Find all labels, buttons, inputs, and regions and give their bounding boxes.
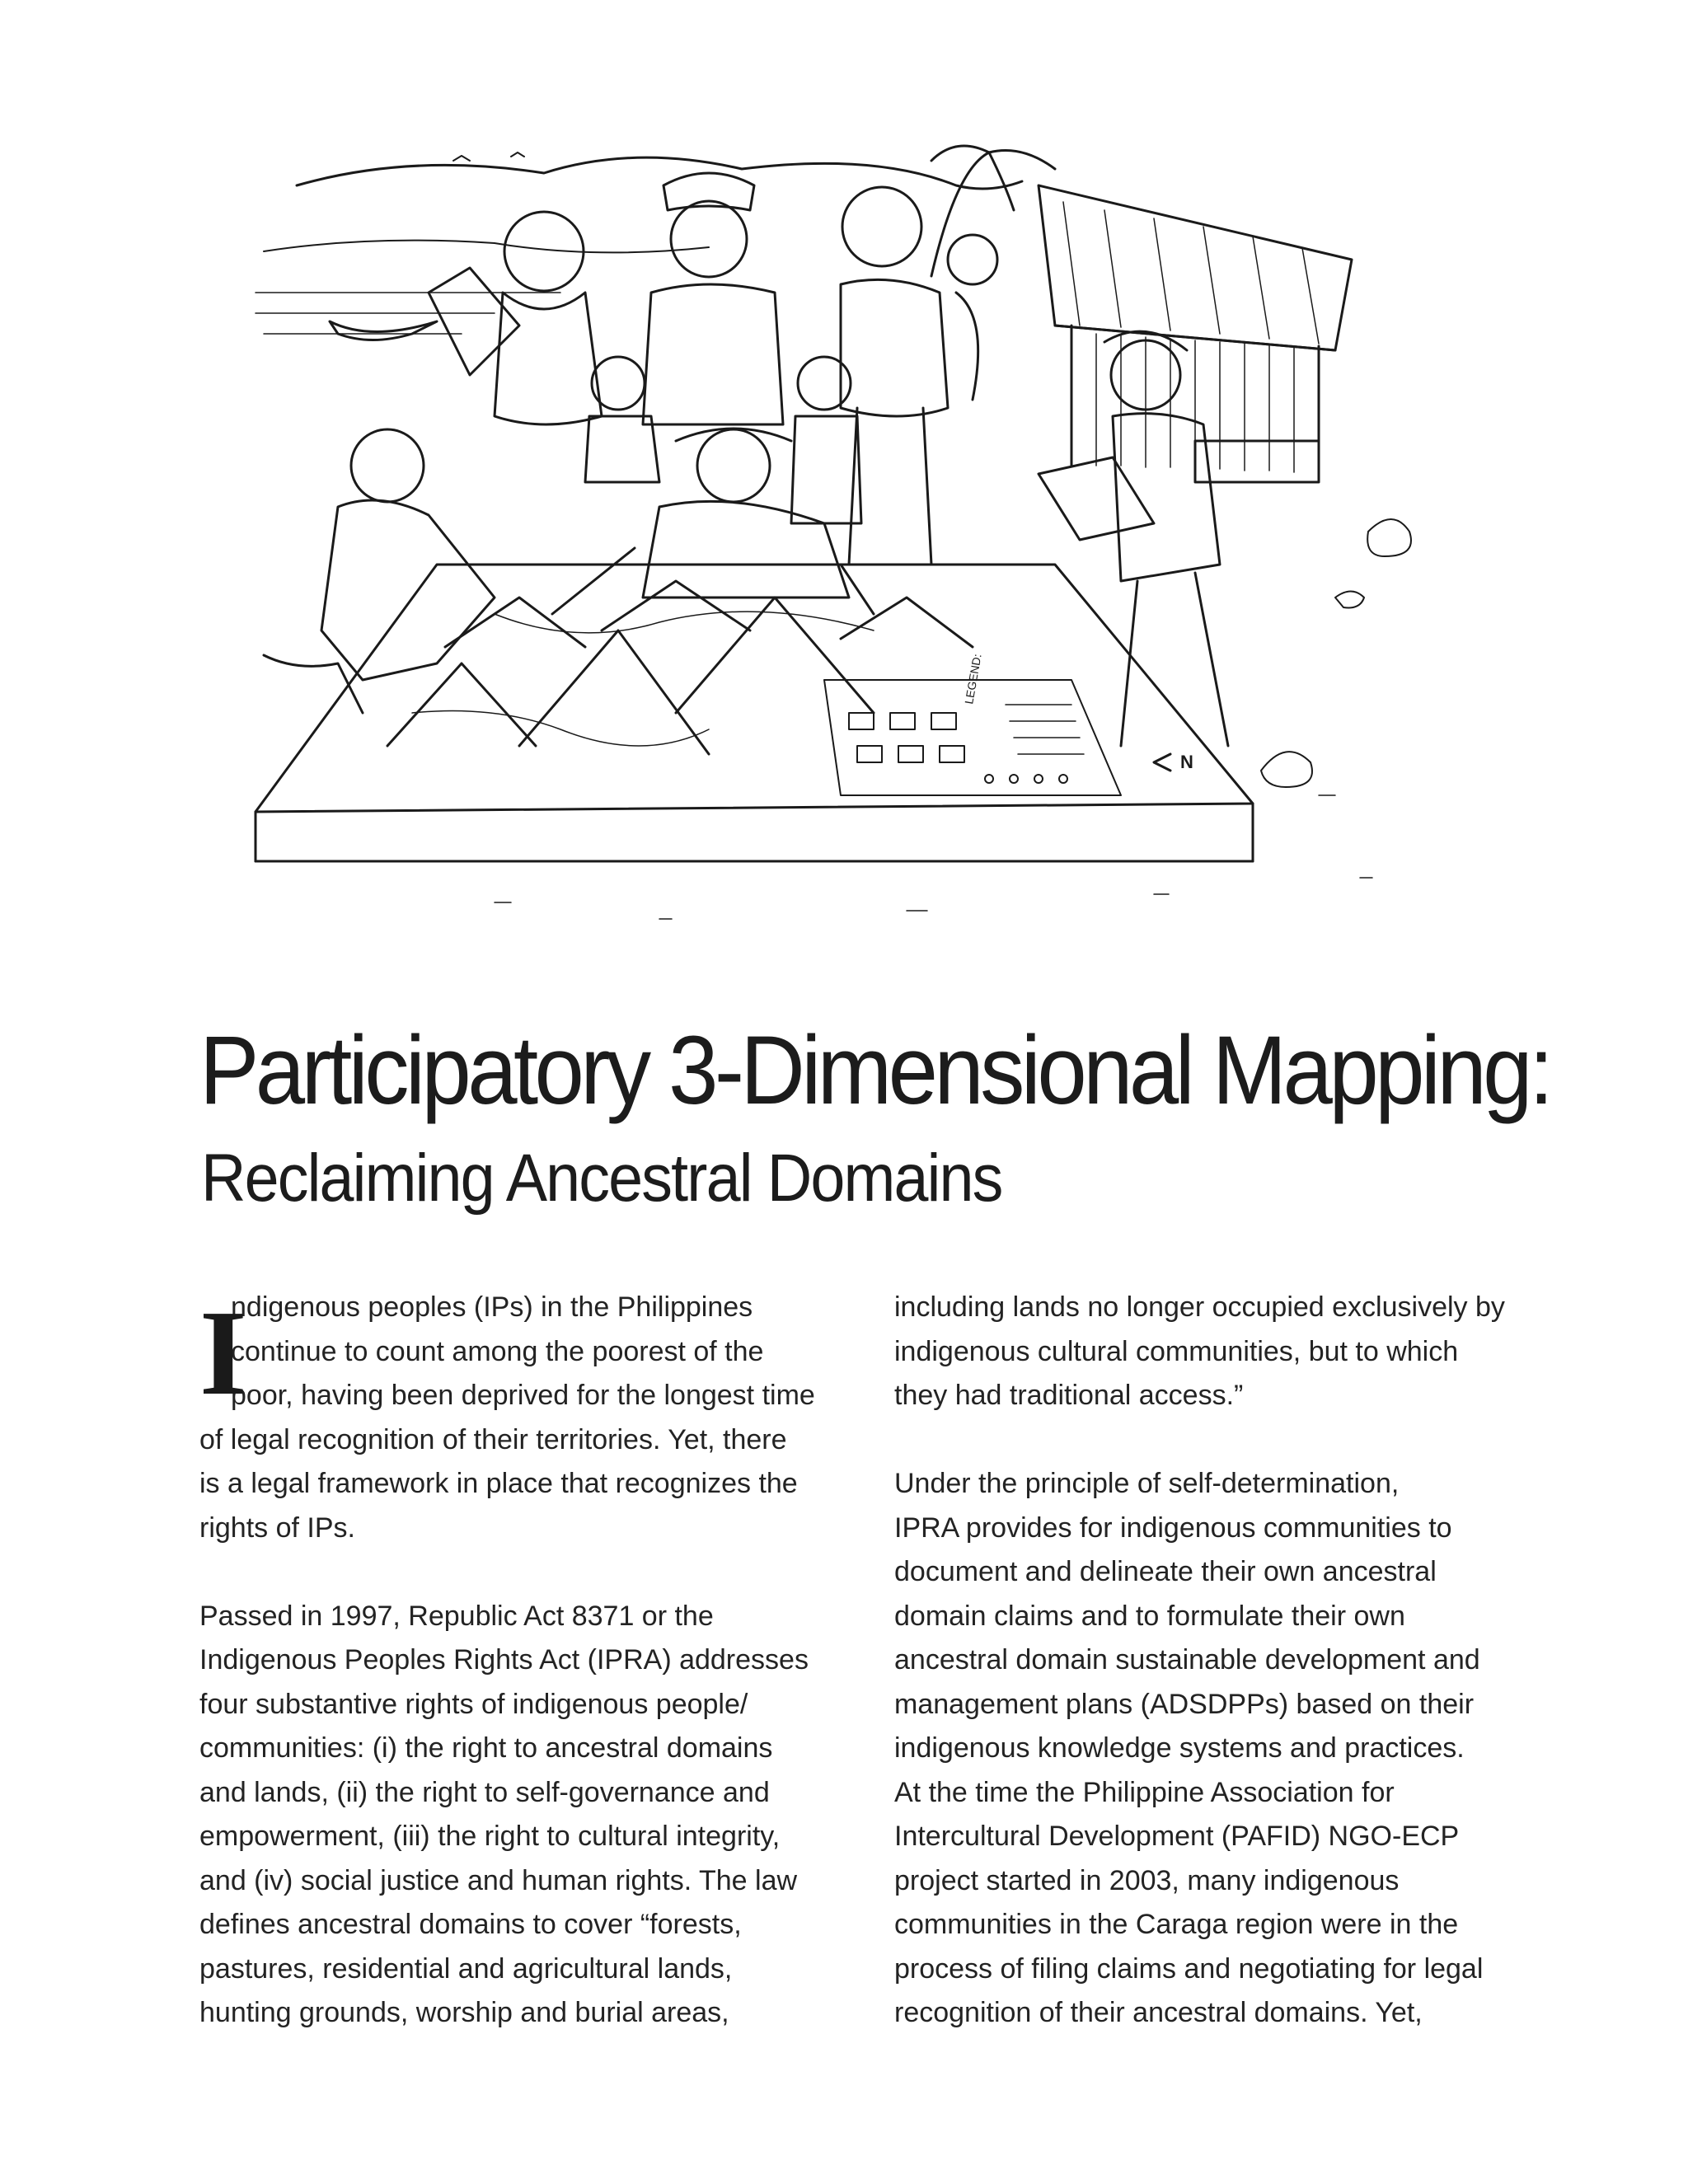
boat [330,321,437,340]
illustration-3d-mapping [247,136,1467,1005]
paragraph-line: rights of IPs. [199,1511,355,1544]
paragraph-line: four substantive rights of indigenous people/ [199,1688,748,1720]
paragraph-line: At the time the Philippine Association for [894,1776,1395,1808]
paragraph-line: is a legal framework in place that recognizes the [199,1468,798,1499]
paragraph-break [199,1550,859,1595]
paragraph-line: indigenous cultural communities, but to which [894,1335,1459,1367]
drop-cap: I [199,1286,247,1421]
relief-map [256,565,1253,861]
paragraph-line: indigenous knowledge systems and practices. [894,1732,1465,1764]
article-column-left [199,1286,859,2036]
paragraph-line: communities in the Caraga region were in the [894,1909,1459,1940]
paragraph-break [894,1418,1554,1463]
paragraph-line: IPRA provides for indigenous communities to [894,1511,1452,1544]
hut [1039,185,1352,482]
paragraph-line: Under the principle of self-determination, [894,1468,1400,1499]
paragraph-line: Intercultural Development (PAFID) NGO-ECP [894,1821,1460,1852]
paragraph-line: they had traditional access.” [894,1380,1244,1411]
paragraph-line: pastures, residential and agricultural lands, [199,1952,733,1985]
legend-label: LEGEND: [962,653,984,705]
paragraph-line: communities: (i) the right to ancestral domains [199,1732,773,1764]
palm-tree [931,146,1055,276]
page-subtitle: Reclaiming Ancestral Domains [201,1141,1002,1216]
paragraph-line: project started in 2003, many indigenous [894,1864,1400,1896]
paragraph-line: poor, having been deprived for the longest time [231,1380,815,1411]
paragraph-line: and lands, (ii) the right to self-governance and [199,1776,770,1808]
paragraph-line: hunting grounds, worship and burial areas, [199,1997,729,2028]
paragraph-line: including lands no longer occupied exclusively by [894,1291,1505,1323]
paragraph-line: domain claims and to formulate their own [894,1600,1405,1632]
paragraph-line: defines ancestral domains to cover “forests, [199,1909,742,1940]
paragraph-line: of legal recognition of their territories. Yet, there [199,1423,787,1455]
page-title: Participatory 3-Dimensional Mapping: [199,1016,1550,1125]
paragraph-line: Passed in 1997, Republic Act 8371 or the [199,1600,714,1632]
paragraph-line: document and delineate their own ancestral [894,1556,1437,1587]
paragraph-line: ancestral domain sustainable development and [894,1644,1480,1675]
paragraph-line: process of filing claims and negotiating for legal [894,1952,1484,1985]
paragraph-line: continue to count among the poorest of the [231,1335,764,1367]
rock [1261,752,1312,787]
article-column-right [894,1286,1554,2036]
paragraph-line: empowerment, (iii) the right to cultural integrity, [199,1821,781,1852]
villagers [264,173,1228,746]
north-arrow-label: N [1180,752,1193,772]
paragraph-line: ndigenous peoples (IPs) in the Philippines [231,1291,753,1323]
background-mountains [297,157,1022,189]
paragraph-line: recognition of their ancestral domains. Yet, [894,1997,1423,2028]
paragraph-line: Indigenous Peoples Rights Act (IPRA) addresses [199,1644,809,1675]
chicken [1367,519,1411,556]
paragraph-line: management plans (ADSDPPs) based on their [894,1688,1475,1720]
paragraph-line: and (iv) social justice and human rights. The law [199,1864,798,1896]
